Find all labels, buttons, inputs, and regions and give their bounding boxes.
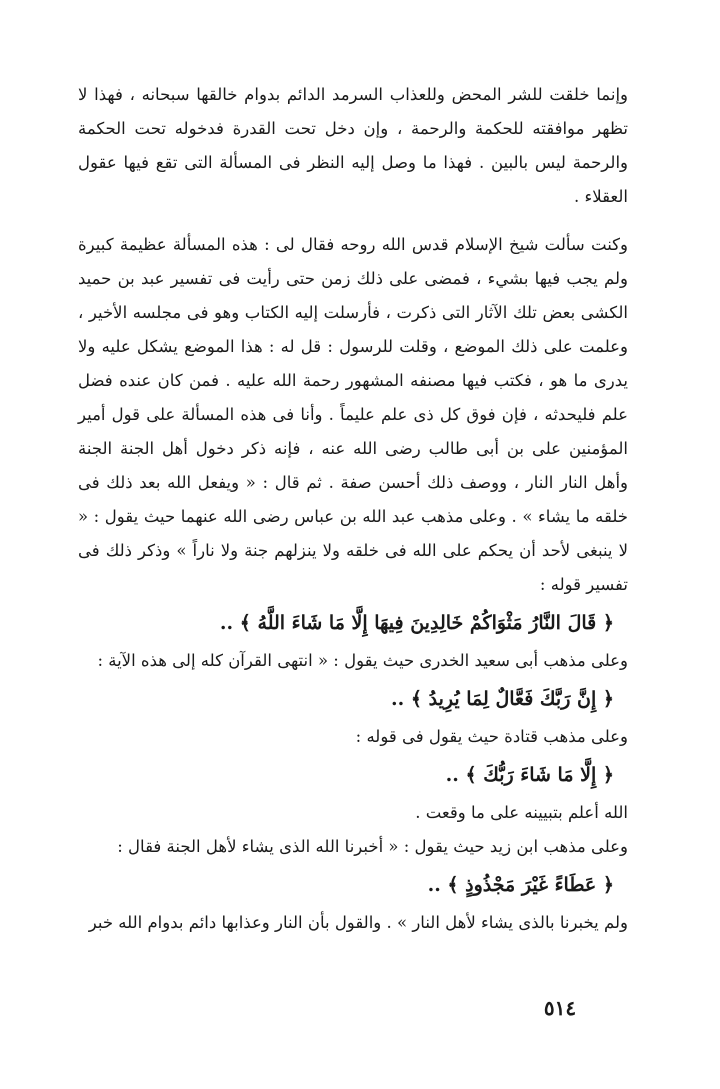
paragraph-4: وعلى مذهب قتادة حيث يقول فى قوله : (355, 727, 628, 746)
paragraph-5: الله أعلم بتبيينه على ما وقعت . (415, 803, 628, 822)
quran-verse-4: ﴿ عَطَاءً غَيْرَ مَجْذُوذٍ ﴾ .. (427, 874, 614, 896)
paragraph-1: وإنما خلقت للشر المحض وللعذاب السرمد الدائم بدوام خالقها سبحانه ، فهذا لا تظهر موافقته للحكمة والرحمة ، وإن دخل تحت القدرة فدخوله تحت الحكمة والرحمة ليس بالبين . فهذا ما وصل إليه النظر فى المسألة التى تقع فيها عقول العقلاء . (78, 85, 628, 206)
page-body (78, 78, 628, 940)
page-number: ٥١٤ (543, 996, 577, 1020)
quran-verse-2: ﴿ إِنَّ رَبَّكَ فَعَّالٌ لِمَا يُرِيدُ ﴾ .. (391, 688, 614, 710)
quran-verse-1: ﴿ قَالَ النَّارُ مَثْوَاكُمْ خَالِدِينَ فِيهَا إِلَّا مَا شَاءَ اللَّهُ ﴾ .. (219, 612, 614, 634)
paragraph-7: ولم يخبرنا بالذى يشاء لأهل النار » . والقول بأن النار وعذابها دائم بدوام الله خبر (88, 913, 628, 932)
quran-verse-3: ﴿ إِلَّا مَا شَاءَ رَبُّكَ ﴾ .. (445, 764, 614, 786)
paragraph-2: وكنت سألت شيخ الإسلام قدس الله روحه فقال لى : هذه المسألة عظيمة كبيرة ولم يجب فيها بشيء ، فمضى على ذلك زمن حتى رأيت فى تفسير عبد بن حميد الكشى بعض تلك الآثار التى ذكرت ، فأرسلت إليه الكتاب وهو فى مجلسه الأخير ، وعلمت على ذلك الموضع ، وقلت للرسول : قل له : هذا الموضع يشكل عليه ولا يدرى ما هو ، فكتب فيها مصنفه المشهور رحمة الله عليه . فمن كان عنده فضل علم فليحدثه ، فإن فوق كل ذى علم عليماً . وأنا فى هذه المسألة على قول أمير المؤمنين على بن أبى طالب رضى الله عنه ، فإنه ذكر دخول أهل الجنة الجنة وأهل النار النار ، ووصف ذلك أحسن صفة . ثم قال : « ويفعل الله بعد ذلك فى خلقه ما يشاء » . وعلى مذهب عبد الله بن عباس رضى الله عنهما حيث يقول : « لا ينبغى لأحد أن يحكم على الله فى خلقه ولا ينزلهم جنة ولا ناراً » وذكر ذلك فى تفسير قوله : (78, 235, 628, 594)
paragraph-3: وعلى مذهب أبى سعيد الخدرى حيث يقول : « انتهى القرآن كله إلى هذه الآية : (97, 651, 628, 670)
paragraph-6: وعلى مذهب ابن زيد حيث يقول : « أخبرنا الله الذى يشاء لأهل الجنة فقال : (117, 837, 628, 856)
